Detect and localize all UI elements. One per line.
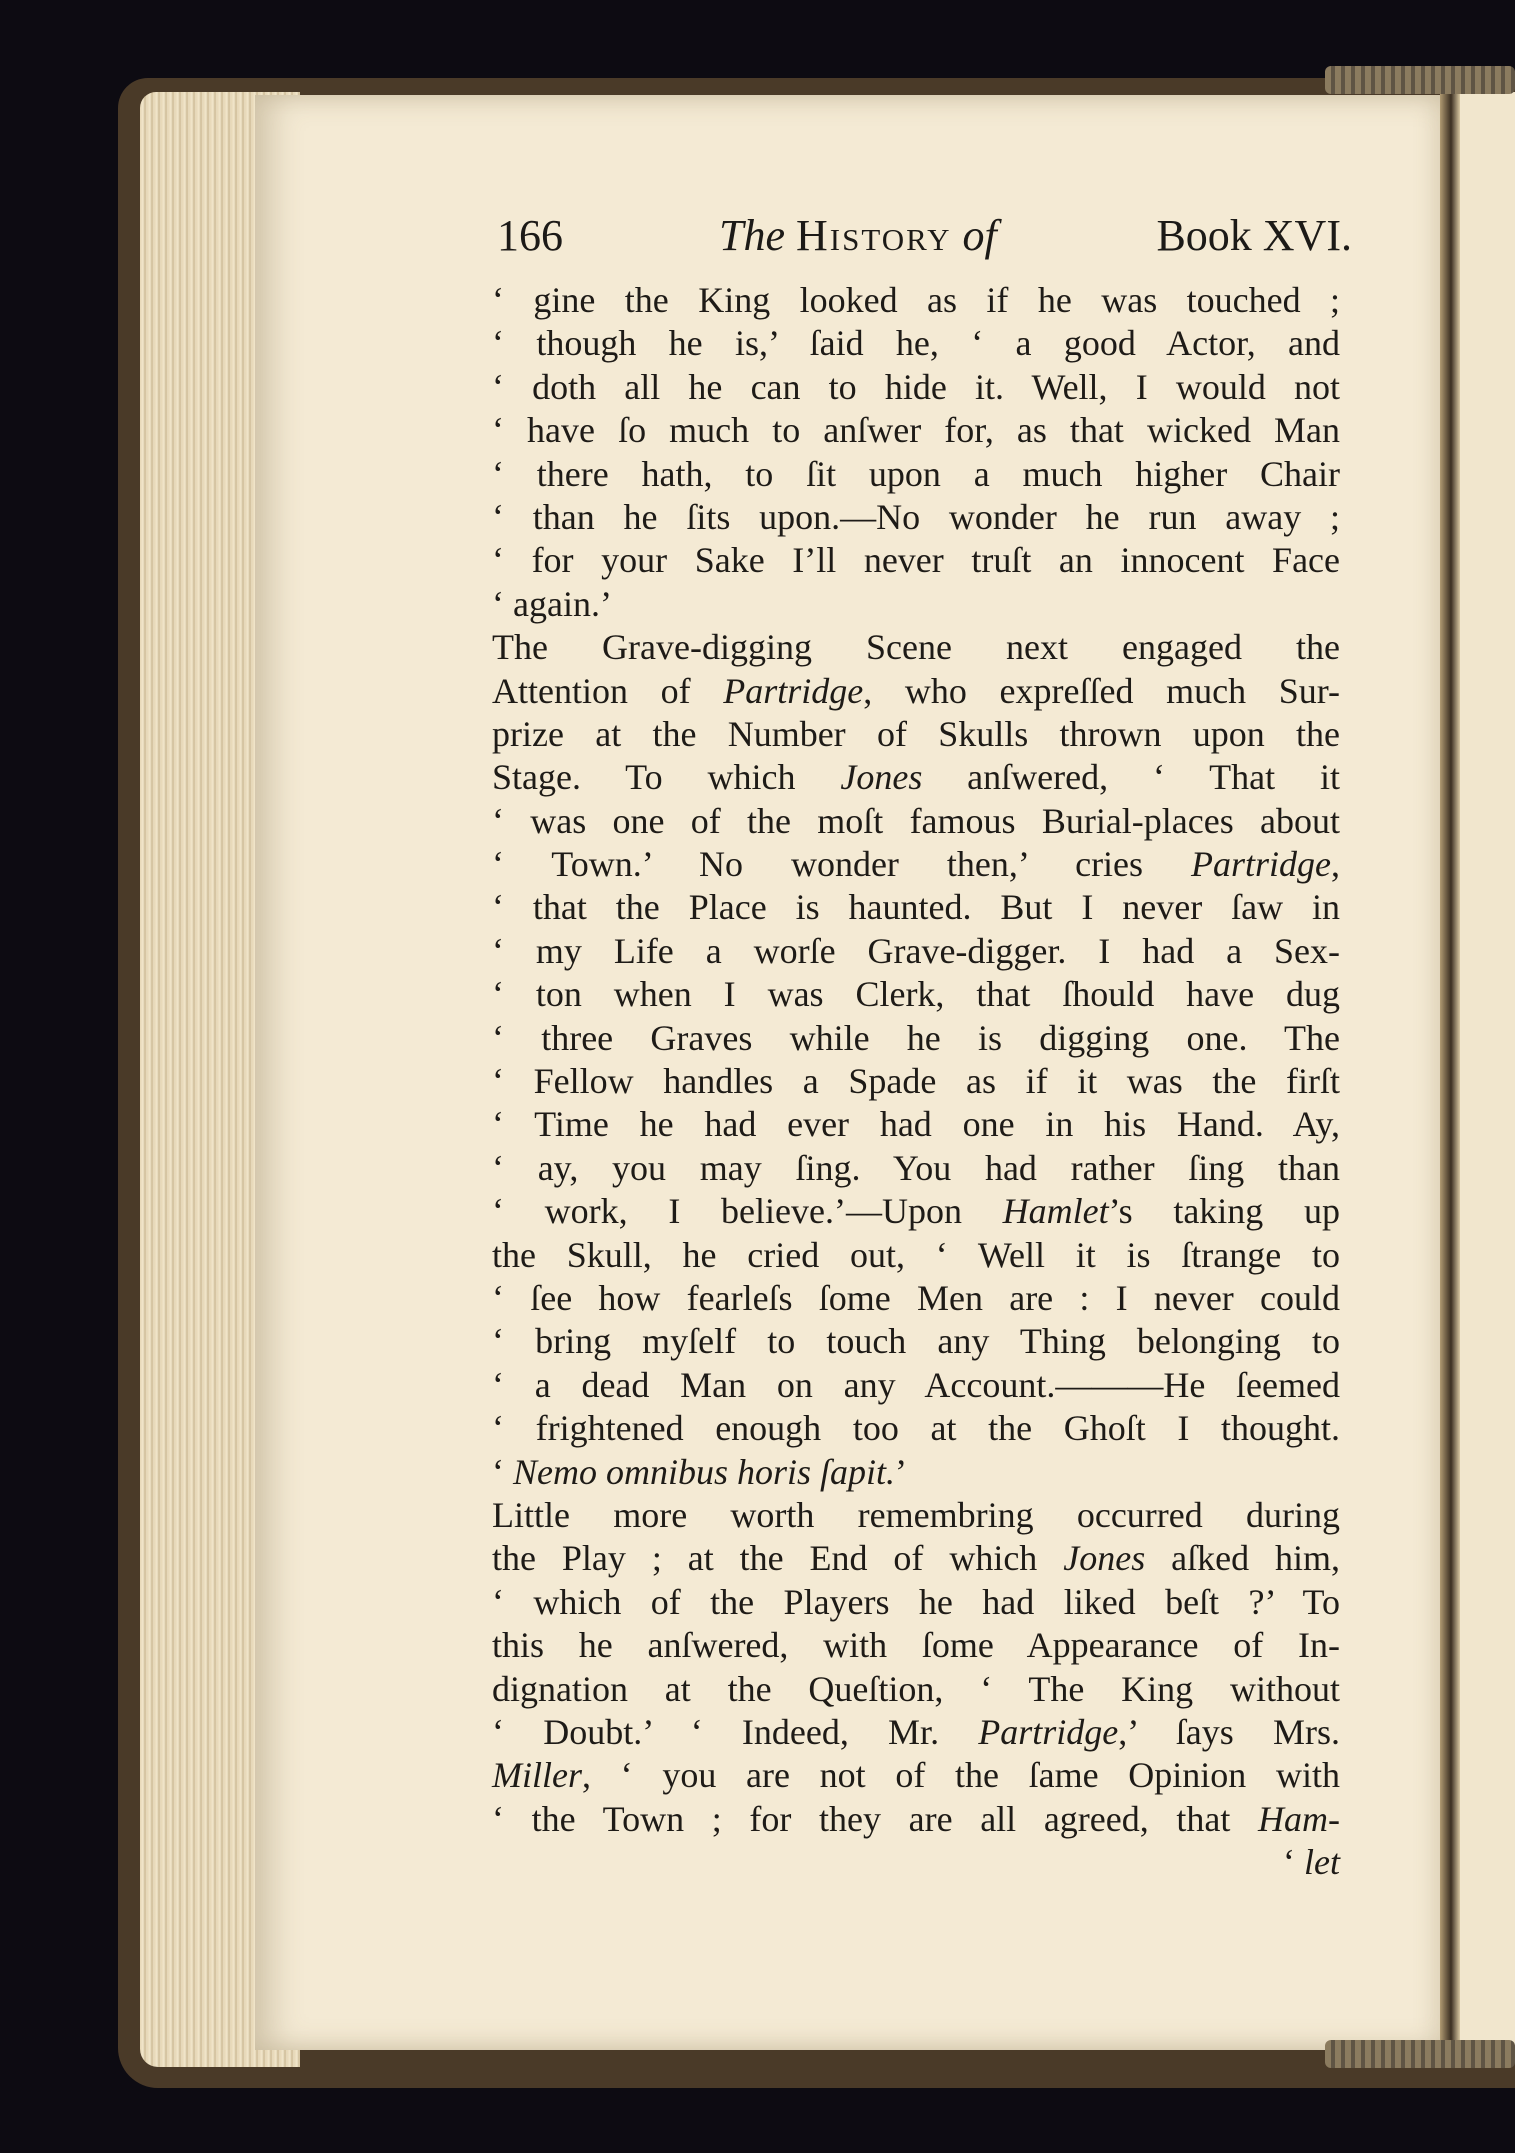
text-run: ‘ again.’ (492, 583, 612, 624)
text-run: , who expreſſed much Sur- (863, 670, 1340, 711)
binding-thread (1325, 66, 1515, 94)
text-line (492, 1798, 1340, 1841)
text-run: ‘ was one of the moſt famous Burial-places about (492, 800, 1340, 841)
book-number: Book XVI. (1156, 211, 1352, 260)
text-run: ‘ doth all he can to hide it. Well, I would not (492, 366, 1340, 407)
text-line (492, 713, 1340, 756)
running-title-the: The (719, 211, 785, 260)
page-text (492, 279, 1340, 1884)
text-line (492, 1234, 1340, 1277)
italic-run: Jones (1063, 1538, 1146, 1579)
text-run: anſwered, ‘ That it (922, 757, 1340, 798)
text-run: ‘ ton when I was Clerk, that ſhould have dug (492, 974, 1340, 1015)
text-line (492, 756, 1340, 799)
text-line (492, 930, 1340, 973)
text-run: ‘ than he ſits upon.—No wonder he run away ; (492, 496, 1340, 537)
text-line (492, 1017, 1340, 1060)
text-line (492, 1277, 1340, 1320)
text-line (492, 1537, 1340, 1580)
text-run: ’s taking up (1108, 1191, 1340, 1232)
text-run: ‘ bring myſelf to touch any Thing belonging to (492, 1321, 1340, 1362)
text-line (492, 496, 1340, 539)
running-title (719, 210, 997, 261)
text-run: The Grave-digging Scene next engaged the (492, 627, 1340, 668)
text-run: ’ (895, 1451, 908, 1492)
text-run: prize at the Number of Skulls thrown upon the (492, 713, 1340, 754)
text-line (492, 1711, 1340, 1754)
text-run: ‘ Time he had ever had one in his Hand. Ay, (492, 1104, 1340, 1145)
text-line (492, 1494, 1340, 1537)
text-run: ‘ Doubt.’ ‘ Indeed, Mr. (492, 1711, 979, 1752)
text-run: this he anſwered, with ſome Appearance of In- (492, 1625, 1340, 1666)
text-run: ‘ frightened enough too at the Ghoſt I thought. (492, 1408, 1340, 1449)
text-line (492, 1754, 1340, 1797)
text-line (492, 583, 1340, 626)
text-line (492, 843, 1340, 886)
text-line (492, 626, 1340, 669)
text-line (492, 1624, 1340, 1667)
text-run: ‘ the Town ; for they are all agreed, that (492, 1798, 1259, 1839)
text-line (492, 1320, 1340, 1363)
text-line (492, 366, 1340, 409)
text-line (492, 1668, 1340, 1711)
text-line (492, 279, 1340, 322)
text-line (492, 1407, 1340, 1450)
text-run: ‘ a dead Man on any Account.———He ſeemed (492, 1364, 1340, 1405)
text-line (492, 1060, 1340, 1103)
italic-run: Partridge (723, 670, 864, 711)
text-run: ‘ three Graves while he is digging one. The (492, 1017, 1340, 1058)
text-run: ‘ (1283, 1842, 1305, 1883)
text-line (492, 973, 1340, 1016)
text-run: ‘ that the Place is haunted. But I never ſaw in (492, 887, 1340, 928)
text-run: , ‘ you are not of the ſame Opinion with (581, 1755, 1340, 1796)
text-run: ,’ ſays Mrs. (1118, 1711, 1340, 1752)
text-run: ‘ Fellow handles a Spade as if it was the firſt (492, 1061, 1340, 1102)
binding-thread-bottom (1325, 2040, 1515, 2068)
text-line (492, 453, 1340, 496)
italic-run: Jones (840, 757, 923, 798)
text-line (492, 1841, 1340, 1884)
running-header (497, 210, 1352, 280)
italic-run: Ham- (1258, 1798, 1340, 1839)
running-title-history: History (796, 211, 952, 260)
text-line (492, 409, 1340, 452)
text-run: dignation at the Queſtion, ‘ The King without (492, 1668, 1340, 1709)
text-line (492, 1451, 1340, 1494)
text-run: Attention of (492, 670, 724, 711)
text-run: ‘ gine the King looked as if he was touched ; (492, 280, 1340, 320)
text-run: Stage. To which (492, 757, 841, 798)
text-run: the Skull, he cried out, ‘ Well it is ſtrange to (492, 1234, 1340, 1275)
text-line (492, 800, 1340, 843)
text-run: aſked him, (1145, 1538, 1340, 1579)
text-run: ‘ have ſo much to anſwer for, as that wicked Man (492, 410, 1340, 451)
text-run: ‘ ay, you may ſing. You had rather ſing than (492, 1147, 1340, 1188)
italic-run: Partridge (978, 1711, 1119, 1752)
text-run: the Play ; at the End of which (492, 1538, 1064, 1579)
facing-page-edge (1460, 92, 1515, 2057)
text-run: , (1331, 844, 1340, 885)
text-run: Little more worth remembring occurred during (492, 1494, 1340, 1535)
italic-run: let (1304, 1842, 1340, 1883)
text-run: ‘ (492, 1451, 513, 1492)
text-line (492, 322, 1340, 365)
text-line (492, 1147, 1340, 1190)
italic-run: Nemo omnibus horis ſapit. (513, 1451, 896, 1492)
italic-run: Hamlet (1002, 1191, 1109, 1232)
text-line (492, 539, 1340, 582)
book-gutter (1440, 90, 1460, 2060)
page-number: 166 (497, 211, 563, 260)
text-line (492, 886, 1340, 929)
text-line (492, 670, 1340, 713)
text-run: ‘ my Life a worſe Grave-digger. I had a Sex- (492, 930, 1340, 971)
text-run: ‘ though he is,’ ſaid he, ‘ a good Actor, and (492, 323, 1340, 364)
text-line (492, 1190, 1340, 1233)
running-title-of: of (962, 211, 997, 260)
italic-run: Miller (492, 1755, 582, 1796)
text-run: ‘ work, I believe.’—Upon (492, 1191, 1003, 1232)
text-line (492, 1103, 1340, 1146)
text-run: ‘ ſee how fearleſs ſome Men are : I never could (492, 1277, 1340, 1318)
text-line (492, 1581, 1340, 1624)
text-run: ‘ which of the Players he had liked beſt ?’ To (492, 1581, 1340, 1622)
text-run: ‘ there hath, to ſit upon a much higher Chair (492, 453, 1340, 494)
text-line (492, 1364, 1340, 1407)
text-run: ‘ Town.’ No wonder then,’ cries (492, 844, 1191, 885)
text-run: ‘ for your Sake I’ll never truſt an innocent Face (492, 540, 1340, 581)
italic-run: Partridge (1191, 844, 1331, 885)
